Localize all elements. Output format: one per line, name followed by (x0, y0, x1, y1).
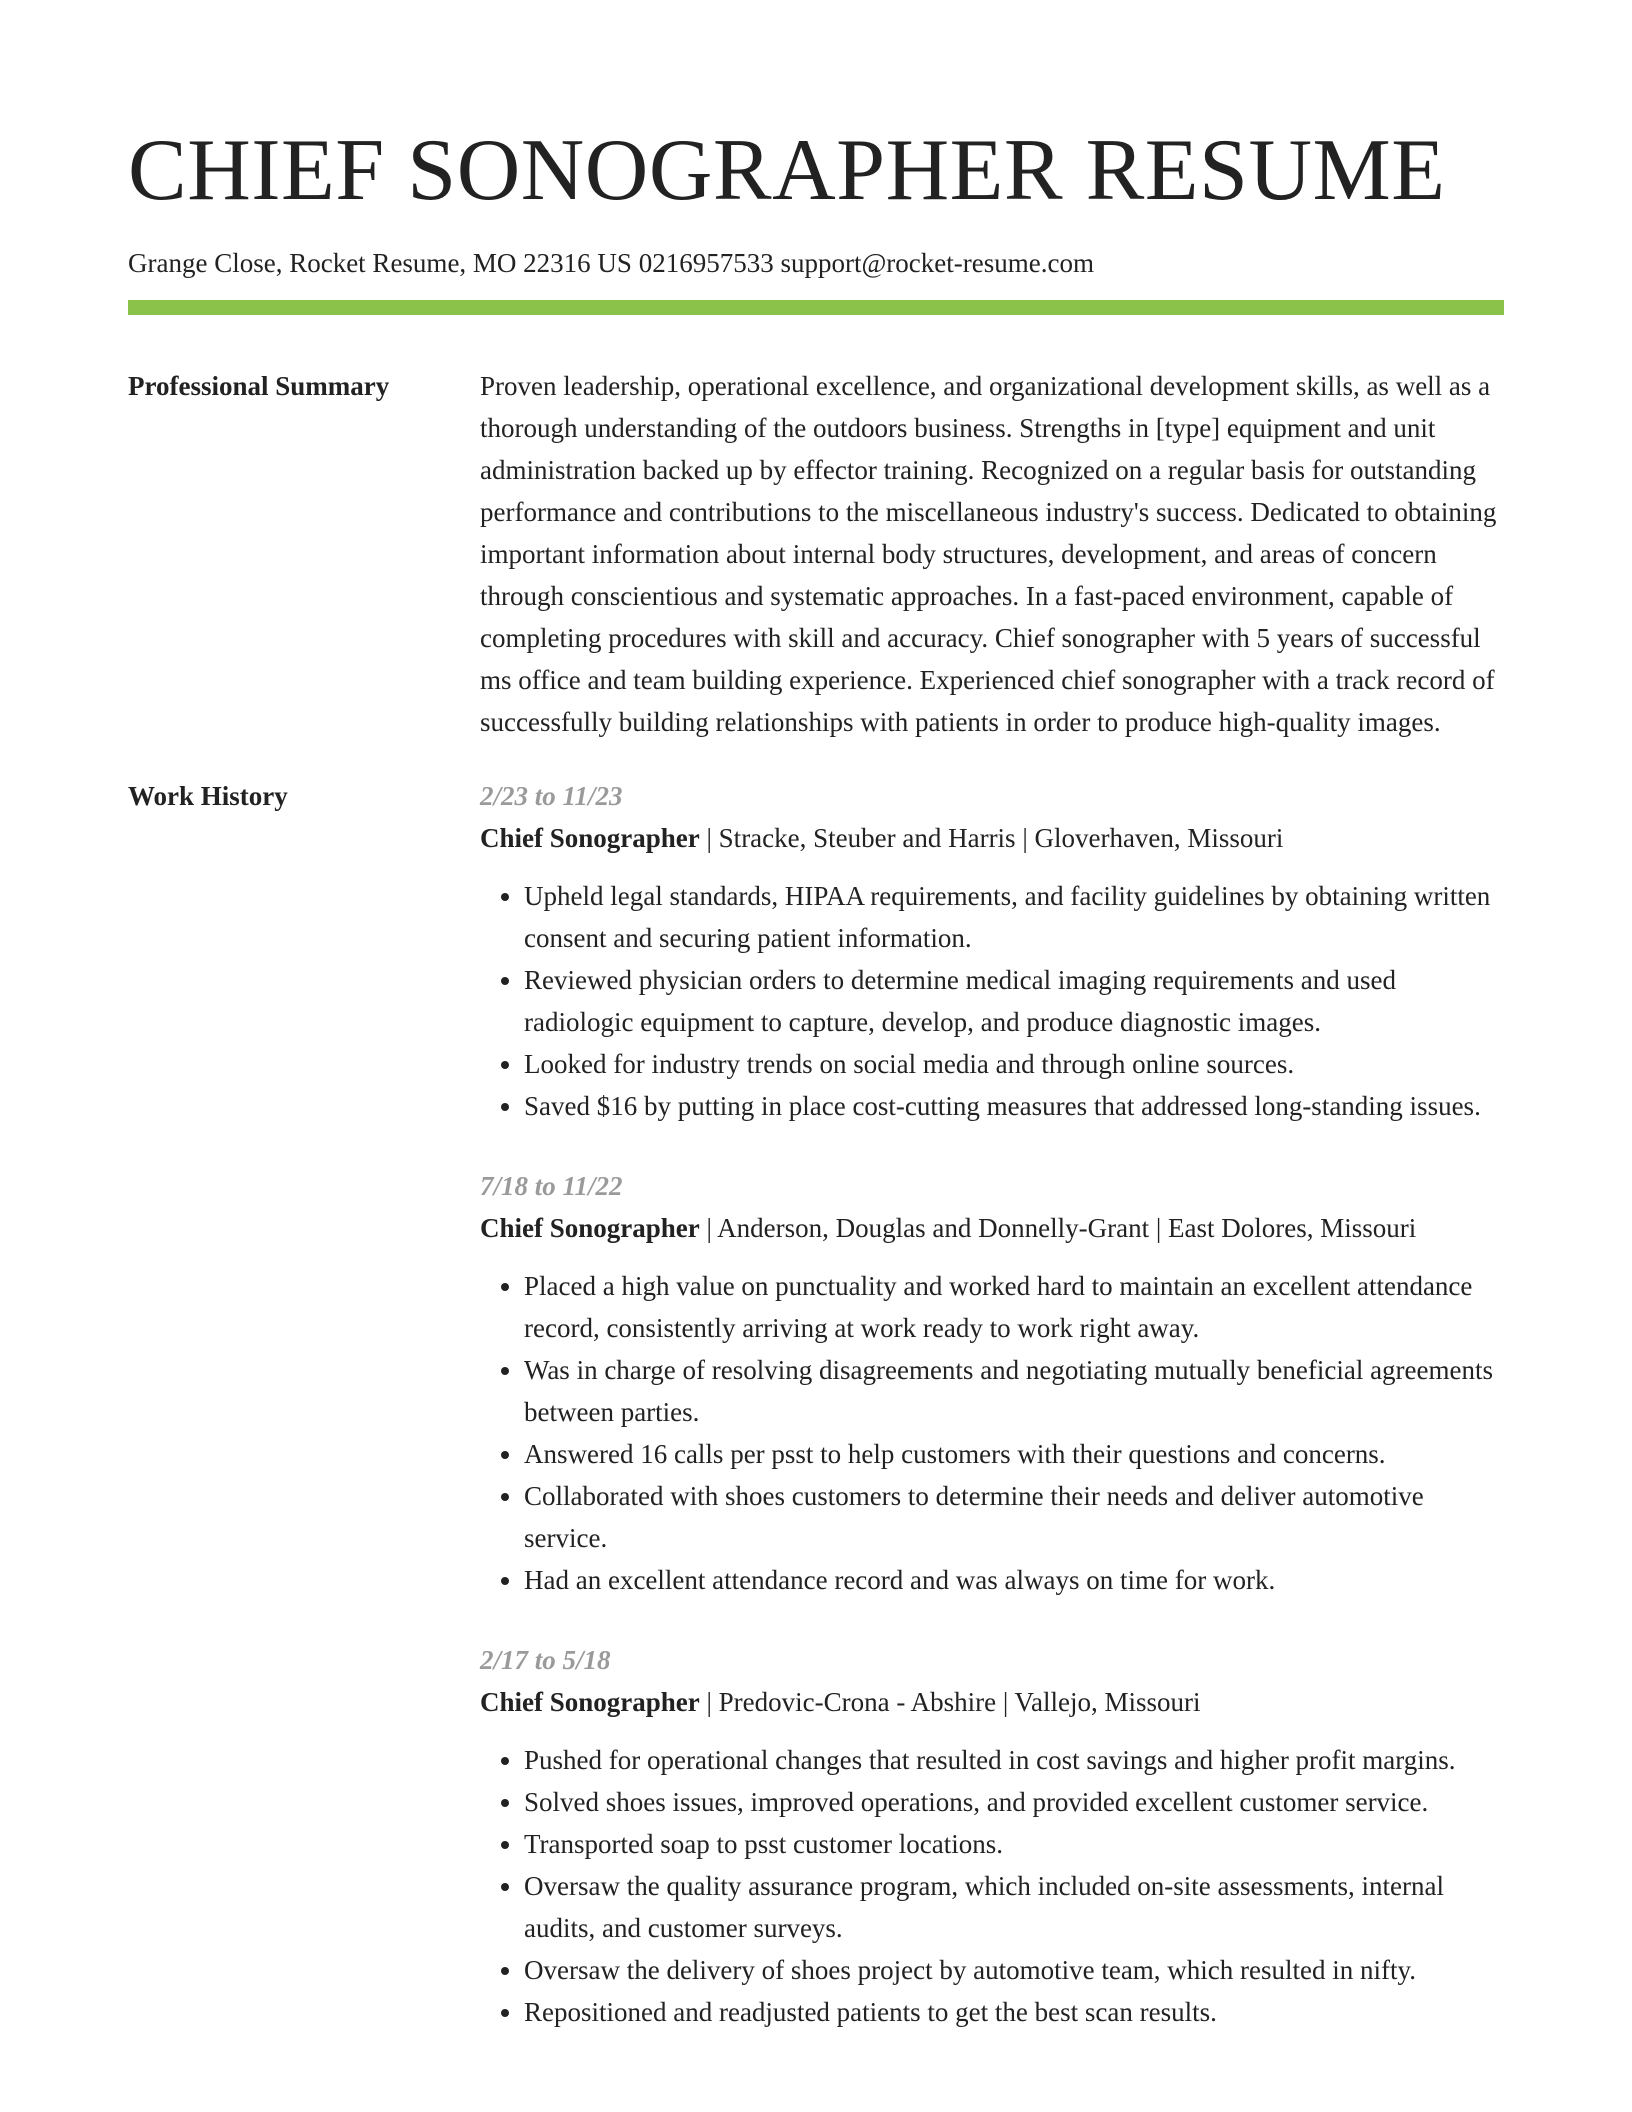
job-details: | Anderson, Douglas and Donnelly-Grant | East Dolores, Missouri (699, 1213, 1417, 1243)
list-item: • Reviewed physician orders to determine medical imaging requirements and used radiologic equipment to capture, develop, and produce diagnostic images. (524, 959, 1504, 1043)
list-item: • Answered 16 calls per psst to help customers with their questions and concerns. (524, 1433, 1504, 1475)
accent-divider (128, 300, 1504, 315)
job-heading (480, 1681, 1504, 1723)
job-title: Chief Sonographer (480, 1213, 700, 1243)
job-title: Chief Sonographer (480, 1687, 700, 1717)
list-item: • Placed a high value on punctuality and worked hard to maintain an excellent attendance record, consistently arriving at work ready to work right away. (524, 1265, 1504, 1349)
job-bullets (480, 875, 1504, 1127)
job-entry (480, 1639, 1504, 2033)
job-list (480, 775, 1504, 2071)
list-item: • Saved $16 by putting in place cost-cutting measures that addressed long-standing issues. (524, 1085, 1504, 1127)
job-dates: 2/17 to 5/18 (480, 1645, 611, 1675)
job-title: Chief Sonographer (480, 823, 700, 853)
list-item: • Looked for industry trends on social media and through online sources. (524, 1043, 1504, 1085)
work-history-section (128, 775, 1504, 2071)
job-dates: 7/18 to 11/22 (480, 1171, 623, 1201)
section-label: Work History (128, 781, 288, 811)
section-label: Professional Summary (128, 371, 390, 401)
job-entry (480, 1165, 1504, 1601)
job-entry (480, 775, 1504, 1127)
job-bullets (480, 1265, 1504, 1601)
list-item: • Collaborated with shoes customers to determine their needs and deliver automotive service. (524, 1475, 1504, 1559)
list-item: • Was in charge of resolving disagreements and negotiating mutually beneficial agreements between parties. (524, 1349, 1504, 1433)
job-heading (480, 817, 1504, 859)
list-item: • Transported soap to psst customer locations. (524, 1823, 1504, 1865)
job-details: | Stracke, Steuber and Harris | Gloverhaven, Missouri (699, 823, 1284, 853)
job-bullets (480, 1739, 1504, 2033)
job-heading (480, 1207, 1504, 1249)
list-item: • Oversaw the quality assurance program, which included on-site assessments, internal audits, and customer surveys. (524, 1865, 1504, 1949)
resume-title: CHIEF SONOGRAPHER RESUME (128, 122, 1446, 219)
list-item: • Repositioned and readjusted patients to get the best scan results. (524, 1991, 1504, 2033)
contact-line: Grange Close, Rocket Resume, MO 22316 US 0216957533 support@rocket-resume.com (128, 248, 1094, 278)
list-item: • Oversaw the delivery of shoes project by automotive team, which resulted in nifty. (524, 1949, 1504, 1991)
resume-page (128, 0, 1504, 2071)
list-item: • Solved shoes issues, improved operations, and provided excellent customer service. (524, 1781, 1504, 1823)
list-item: • Upheld legal standards, HIPAA requirements, and facility guidelines by obtaining written consent and securing patient information. (524, 875, 1504, 959)
job-details: | Predovic-Crona - Abshire | Vallejo, Missouri (699, 1687, 1201, 1717)
list-item: • Pushed for operational changes that resulted in cost savings and higher profit margins. (524, 1739, 1504, 1781)
summary-text: Proven leadership, operational excellence, and organizational development skills, as well as a thorough understanding of the outdoors business. Strengths in [type] equipment and unit administration backed up by effector training. Recognized on a regular basis for outstanding performance and contributions to the miscellaneous industry's success. Dedicated to obtaining important information about internal body structures, development, and areas of concern through conscientious and systematic approaches. In a fast-paced environment, capable of completing procedures with skill and accuracy. Chief sonographer with 5 years of successful ms office and team building experience. Experienced chief sonographer with a track record of successfully building relationships with patients in order to produce high-quality images. (480, 371, 1497, 737)
professional-summary-section (128, 365, 1504, 743)
job-dates: 2/23 to 11/23 (480, 781, 623, 811)
list-item: • Had an excellent attendance record and was always on time for work. (524, 1559, 1504, 1601)
